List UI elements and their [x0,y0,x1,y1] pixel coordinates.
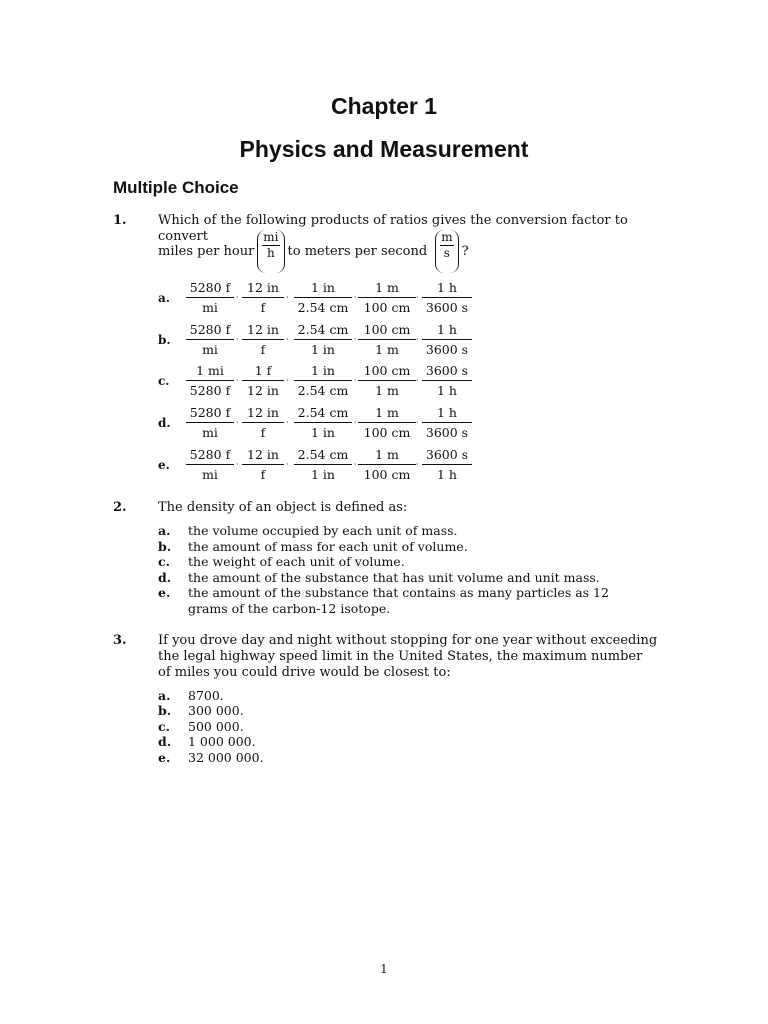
fraction [422,445,472,485]
question-3-number: 3. [113,633,127,648]
fraction-denominator: mi [202,300,218,315]
fraction-denominator: f [260,425,266,440]
fraction-numerator: 1 in [294,278,352,298]
question-3-choice-d: d. 1 000 000. [158,734,256,749]
fraction-numerator: 3600 s [422,445,472,465]
fraction-denominator: f [260,300,266,315]
question-3-choice-a: a. 8700. [158,688,224,703]
question-1-option-b [158,320,488,362]
multiply-dot: · [416,418,419,427]
fraction-denominator: 3600 s [425,342,469,357]
fraction [242,403,284,443]
question-1-option-e [158,445,488,487]
fraction-denominator: f [260,342,266,357]
multiply-dot: · [286,376,289,385]
fraction-denominator: mi [202,467,218,482]
fraction [186,320,234,360]
multiply-dot: · [236,335,239,344]
multiply-dot: · [354,460,357,469]
fraction [358,278,416,318]
frac-m: m [441,230,453,244]
fraction [358,403,416,443]
fraction [294,278,352,318]
fraction-denominator: 100 cm [363,467,411,482]
fraction-numerator: 2.54 cm [294,403,352,423]
option-letter: a. [158,291,170,305]
multiply-dot: · [354,293,357,302]
multiply-dot: · [286,335,289,344]
fraction [242,445,284,485]
chapter-subtitle: Physics and Measurement [239,136,529,162]
fraction [358,320,416,360]
option-letter: c. [158,374,170,388]
fraction [294,403,352,443]
fraction [422,278,472,318]
question-2-choice-e: e. the amount of the substance that contains as many particles as 12 grams of the carbon-12 isotope. [158,585,609,616]
fraction-denominator: 1 h [437,467,457,482]
fraction-numerator: 12 in [242,278,284,298]
fraction-denominator: 1 in [311,342,335,357]
question-3-choice-c: c. 500 000. [158,719,244,734]
fraction-numerator: 12 in [242,445,284,465]
fraction-numerator: 1 in [294,361,352,381]
question-1-option-d [158,403,488,445]
fraction-numerator: 1 m [358,403,416,423]
fraction-numerator: 100 cm [358,320,416,340]
fraction [294,320,352,360]
question-2-choice-c: c. the weight of each unit of volume. [158,554,405,569]
fraction [294,445,352,485]
chapter-title: Chapter 1 [330,93,438,119]
fraction [242,278,284,318]
fraction [358,361,416,401]
question-1-number: 1. [113,213,127,228]
multiply-dot: · [354,335,357,344]
fraction-denominator: 3600 s [425,300,469,315]
fraction-numerator: 1 m [358,278,416,298]
fraction-numerator: 1 f [242,361,284,381]
fraction-numerator: 5280 f [186,320,234,340]
option-letter: b. [158,333,171,347]
fraction-denominator: 100 cm [363,425,411,440]
multiply-dot: · [416,376,419,385]
fraction [422,403,472,443]
multiply-dot: · [236,376,239,385]
fraction-denominator: 100 cm [363,300,411,315]
fraction-denominator: 12 in [247,383,279,398]
option-letter: e. [158,458,170,472]
question-2-text: The density of an object is defined as: [158,500,408,515]
fraction-denominator: 3600 s [425,425,469,440]
question-1-post: ? [461,244,469,259]
fraction-denominator: 1 in [311,425,335,440]
fraction-numerator: 5280 f [186,403,234,423]
page-number: 1 [380,962,388,976]
fraction [422,320,472,360]
question-2-number: 2. [113,500,127,515]
question-3-text: If you drove day and night without stopping for one year without exceeding the legal highway speed limit in the United States, the maximum number of miles you could drive would be closest to: [158,633,658,680]
multiply-dot: · [416,460,419,469]
question-1-line1: Which of the following products of ratios gives the conversion factor to convert [158,213,628,244]
fraction [186,361,234,401]
option-letter: d. [158,416,171,430]
fraction-denominator: mi [202,342,218,357]
multiply-dot: · [286,293,289,302]
question-1-option-a [158,278,488,320]
fraction-denominator: 2.54 cm [297,383,349,398]
fraction-denominator: f [260,467,266,482]
fraction-numerator: 5280 f [186,445,234,465]
fraction-numerator: 2.54 cm [294,445,352,465]
fraction [422,361,472,401]
multiply-dot: · [236,460,239,469]
multiply-dot: · [416,335,419,344]
frac-h: h [267,246,275,260]
fraction-denominator: 5280 f [189,383,231,398]
frac-s: s [443,246,450,260]
question-1-line2 [158,230,678,273]
fraction-denominator: 1 h [437,383,457,398]
fraction-denominator: 1 m [375,383,399,398]
fraction [242,320,284,360]
paren-mi-h [257,230,284,273]
fraction-numerator: 5280 f [186,278,234,298]
fraction-denominator: 2.54 cm [297,300,349,315]
fraction [186,445,234,485]
fraction-numerator: 1 m [358,445,416,465]
multiply-dot: · [236,293,239,302]
paren-m-s [435,230,458,273]
fraction [294,361,352,401]
frac-mi: mi [263,230,279,244]
multiply-dot: · [416,293,419,302]
question-2-choice-b: b. the amount of mass for each unit of volume. [158,539,468,554]
fraction-numerator: 100 cm [358,361,416,381]
fraction [186,403,234,443]
multiply-dot: · [236,418,239,427]
question-3-choice-b: b. 300 000. [158,703,244,718]
fraction-numerator: 1 mi [186,361,234,381]
multiply-dot: · [286,418,289,427]
fraction-numerator: 1 h [422,278,472,298]
fraction [242,361,284,401]
fraction [358,445,416,485]
question-1-pre: miles per hour [158,244,255,259]
question-2-choice-a: a. the volume occupied by each unit of mass. [158,523,458,538]
question-2-choice-d: d. the amount of the substance that has unit volume and unit mass. [158,570,600,585]
section-heading: Multiple Choice [113,178,239,197]
fraction-denominator: 1 in [311,467,335,482]
question-1-mid: to meters per second [287,244,428,259]
fraction-denominator: 1 m [375,342,399,357]
question-1-option-c [158,361,488,403]
fraction-numerator: 1 h [422,320,472,340]
question-3-choice-e: e. 32 000 000. [158,750,264,765]
fraction-numerator: 1 h [422,403,472,423]
multiply-dot: · [354,376,357,385]
multiply-dot: · [286,460,289,469]
fraction [186,278,234,318]
fraction-numerator: 12 in [242,403,284,423]
fraction-numerator: 2.54 cm [294,320,352,340]
fraction-denominator: mi [202,425,218,440]
fraction-numerator: 12 in [242,320,284,340]
multiply-dot: · [354,418,357,427]
fraction-numerator: 3600 s [422,361,472,381]
